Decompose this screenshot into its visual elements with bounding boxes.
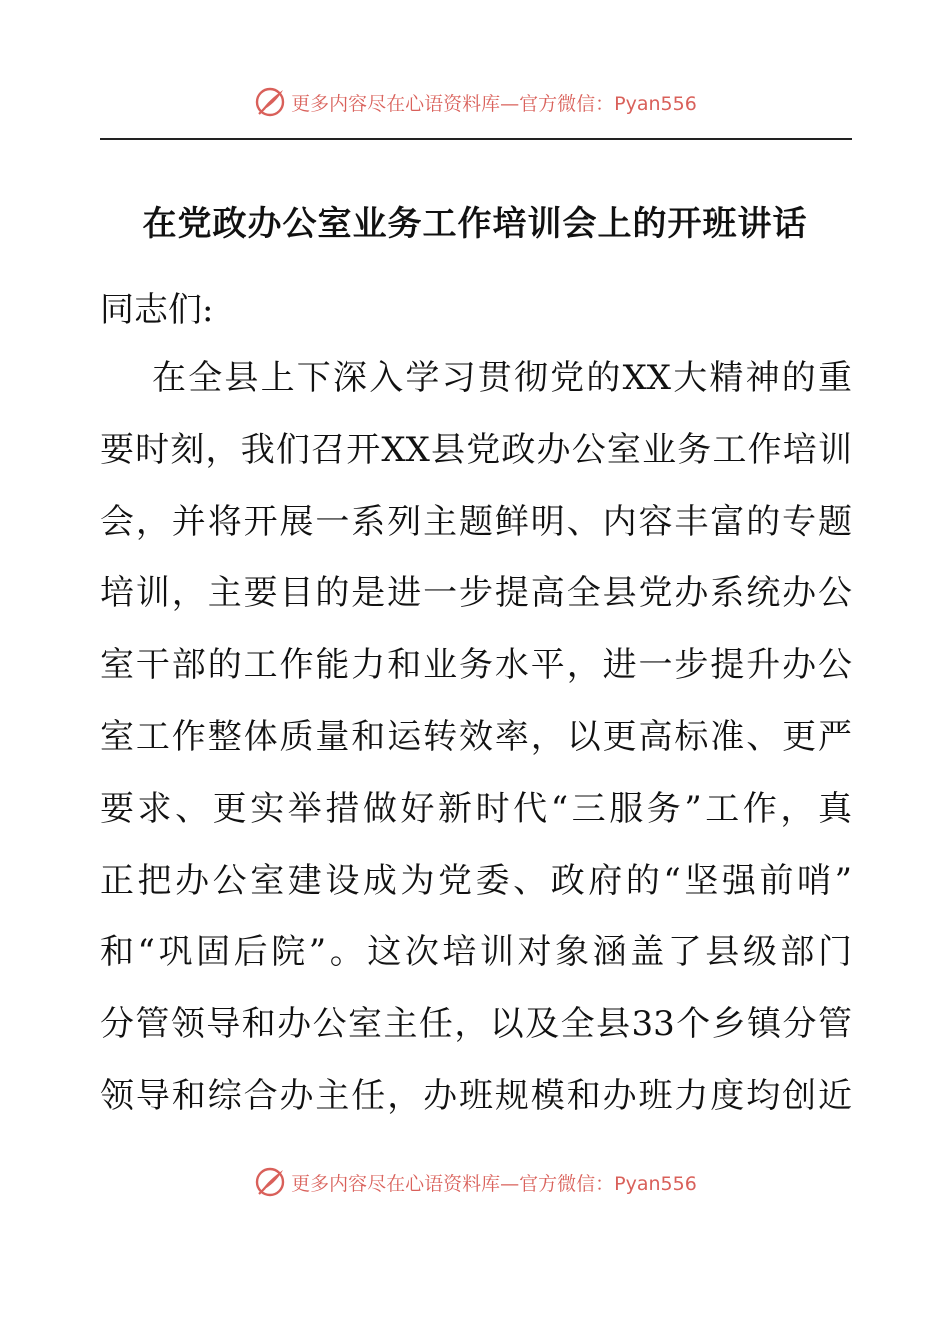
header-divider	[100, 138, 852, 140]
text-line: 和“巩固后院”。这次培训对象涵盖了县级部门	[100, 932, 852, 973]
text-line: 会，并将开展一系列主题鲜明、内容丰富的专题	[100, 501, 852, 542]
text-line: 要求、更实举措做好新时代“三服务”工作，真	[100, 788, 852, 829]
body-paragraph	[100, 354, 852, 1144]
text-line: 分管领导和办公室主任，以及全县33个乡镇分管	[100, 1004, 852, 1045]
banner-text	[291, 1169, 697, 1196]
banner-text	[291, 89, 697, 116]
quill-pen-icon	[253, 85, 287, 119]
text-line: 领导和综合办主任，办班规模和办班力度均创近	[100, 1075, 852, 1116]
text-line: 在全县上下深入学习贯彻党的XX大精神的重	[152, 358, 852, 398]
banner-label: 更多内容尽在心语资料库—官方微信：	[291, 1172, 615, 1195]
salutation: 同志们:	[100, 290, 214, 330]
footer-watermark-banner	[0, 1162, 950, 1202]
text-line: 室工作整体质量和运转效率，以更高标准、更严	[100, 716, 852, 757]
text-line: 正把办公室建设成为党委、政府的“坚强前哨”	[100, 860, 852, 901]
wechat-id: Pyan556	[614, 92, 697, 115]
document-title: 在党政办公室业务工作培训会上的开班讲话	[142, 204, 808, 244]
header-watermark-banner	[0, 82, 950, 122]
wechat-id: Pyan556	[614, 1172, 697, 1195]
quill-pen-icon	[253, 1165, 287, 1199]
text-line: 室干部的工作能力和业务水平，进一步提升办公	[100, 645, 852, 686]
text-line: 要时刻，我们召开XX县党政办公室业务工作培训	[100, 429, 852, 470]
banner-label: 更多内容尽在心语资料库—官方微信：	[291, 92, 615, 115]
text-line: 培训，主要目的是进一步提高全县党办系统办公	[100, 573, 852, 614]
